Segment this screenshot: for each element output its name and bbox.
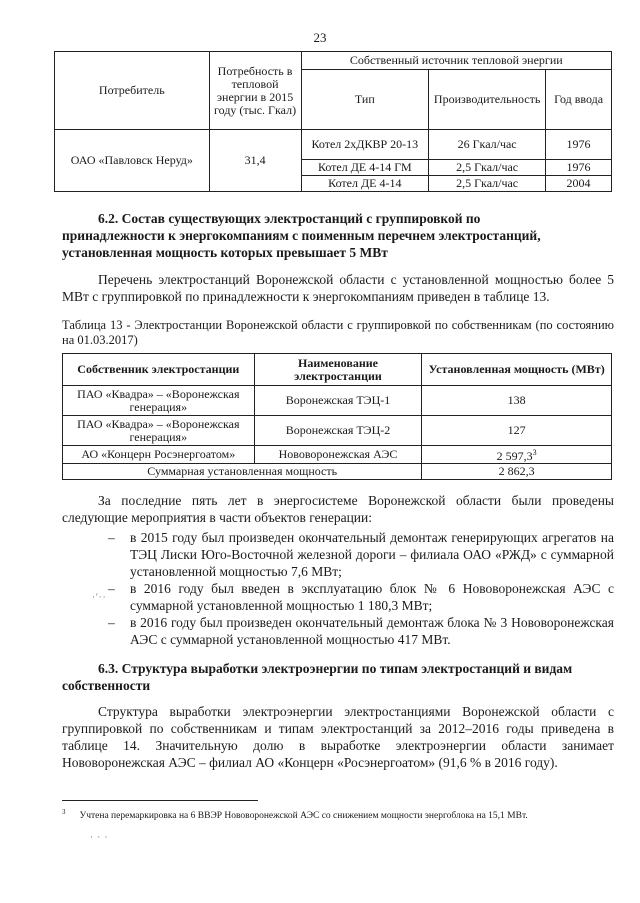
- section-6-2-paragraph: Перечень электростанций Воронежской области с установленной мощностью более 5 МВт с группировкой по принадлежности к энергокомпаниям приведен в таблице 13.: [62, 272, 614, 304]
- owner-cell: ПАО «Квадра» – «Воронежская генерация»: [63, 386, 255, 416]
- name-cell: Воронежская ТЭЦ-1: [254, 386, 422, 416]
- section-title-line: Структура выработки электроэнергии по типам электростанций и видам: [121, 661, 573, 676]
- footnote-text: Учтена перемаркировка на 6 ВВЭР Нововоронежской АЭС со снижением мощности энергоблока на 15,1 МВт.: [79, 811, 528, 822]
- footnote: [62, 806, 614, 822]
- type-cell: Котел ДЕ 4-14 ГМ: [301, 160, 429, 176]
- capacity-cell: 26 Гкал/час: [429, 130, 546, 160]
- section-number: 6.3.: [98, 661, 119, 676]
- table-13-caption: Таблица 13 - Электростанции Воронежской области с группировкой по собственникам (по состоянию на 01.03.2017): [62, 318, 614, 347]
- section-title-line: собственности: [62, 678, 151, 693]
- table-row: [63, 416, 612, 446]
- name-header: Наименование электростанции: [254, 354, 422, 386]
- year-cell: 1976: [546, 160, 612, 176]
- section-title-line: принадлежности к энергокомпаниям с поименным перечнем электростанций,: [62, 228, 541, 243]
- total-value: 2 862,3: [422, 464, 612, 480]
- table-header-row: [63, 354, 612, 386]
- owner-header: Собственник электростанции: [63, 354, 255, 386]
- power-cell: 138: [422, 386, 612, 416]
- total-label: Суммарная установленная мощность: [63, 464, 422, 480]
- list-item: – в 2016 году был введен в эксплуатацию блок № 6 Нововоронежская АЭС с суммарной установленной мощностью 1 180,3 МВт;: [108, 581, 614, 613]
- table-row: [55, 130, 612, 160]
- page-number: 23: [313, 30, 327, 45]
- demand-cell: 31,4: [209, 130, 301, 192]
- list-item: – в 2015 году был произведен окончательный демонтаж генерирующих агрегатов на ТЭЦ Лиски Юго-Восточной железной дороги – филиала ОАО «РЖД» с суммарной установленной мощностью 7,6 МВт;: [108, 530, 614, 579]
- col-own-source-header: Собственный источник тепловой энергии: [301, 52, 611, 70]
- table-row: [63, 446, 612, 464]
- year-cell: 1976: [546, 130, 612, 160]
- name-cell: Воронежская ТЭЦ-2: [254, 416, 422, 446]
- type-cell: Котел 2хДКВР 20-13: [301, 130, 429, 160]
- capacity-cell: 2,5 Гкал/час: [429, 160, 546, 176]
- col-consumer-header: Потребитель: [55, 52, 210, 130]
- section-6-3-heading: [62, 660, 614, 694]
- name-cell: Нововоронежская АЭС: [254, 446, 422, 464]
- generation-paragraph: За последние пять лет в энергосистеме Воронежской области были проведены следующие мероприятия в части объектов генерации:: [62, 493, 614, 525]
- total-row: [63, 464, 612, 480]
- section-title-line: установленная мощность которых превышает 5 МВт: [62, 245, 388, 260]
- col-type-header: Тип: [301, 70, 429, 130]
- section-number: 6.2.: [98, 211, 119, 226]
- generation-events-list: [108, 529, 614, 648]
- capacity-cell: 2,5 Гкал/час: [429, 176, 546, 192]
- table-row: [63, 386, 612, 416]
- heat-source-table: [54, 51, 612, 192]
- list-item: – в 2016 году был произведен окончательный демонтаж блока № 3 Нововоронежская АЭС с суммарной установленной мощностью 417 МВт.: [108, 615, 614, 647]
- power-cell: 127: [422, 416, 612, 446]
- footnote-ref: 3: [532, 448, 537, 457]
- col-demand-header: Потребность в тепловой энергии в 2015 году (тыс. Гкал): [209, 52, 301, 130]
- section-title-line: Состав существующих электростанций с группировкой по: [121, 211, 481, 226]
- power-cell: 2 597,3$^3$: [422, 446, 612, 464]
- footnote-mark: 3: [62, 808, 66, 816]
- owner-cell: АО «Концерн Росэнергоатом»: [63, 446, 255, 464]
- section-6-2-heading: [62, 210, 614, 261]
- section-6-3-paragraph: Структура выработки электроэнергии электростанциями Воронежской области с группировкой по собственникам и типам электростанций за 2012–2016 годы приведена в таблице 14. Значительную долю в выработке электроэнергии области занимает Нововоронежская АЭС – филиал АО «Концерн «Росэнергоатом» (91,6 % в 2016 году).: [62, 704, 614, 770]
- table-13: [62, 353, 612, 480]
- type-cell: Котел ДЕ 4-14: [301, 176, 429, 192]
- scan-speck: · · ·: [90, 832, 109, 842]
- owner-cell: ПАО «Квадра» – «Воронежская генерация»: [63, 416, 255, 446]
- year-cell: 2004: [546, 176, 612, 192]
- col-capacity-header: Производительность: [429, 70, 546, 130]
- scan-speck: ·'··: [92, 592, 107, 602]
- col-year-header: Год ввода: [546, 70, 612, 130]
- power-header: Установленная мощность (МВт): [422, 354, 612, 386]
- consumer-cell: ОАО «Павловск Неруд»: [55, 130, 210, 192]
- footnote-divider: [62, 800, 258, 801]
